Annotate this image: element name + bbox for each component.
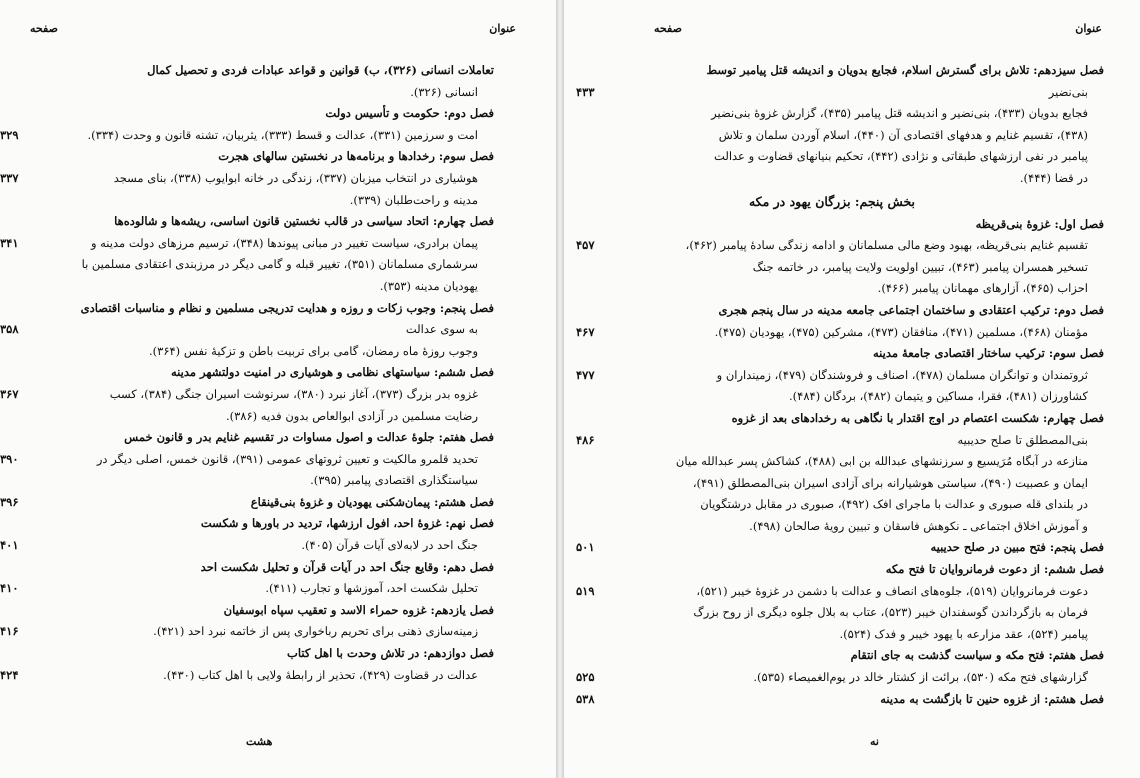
subtopics-line: دعوت فرمانروایان (۵۱۹)، جلوه‌های انصاف و عدالت با دشمن در غزوهٔ خیبر (۵۲۱)، [696, 583, 1088, 598]
subtopics-line: در قضا (۴۴۴). [1019, 170, 1088, 185]
toc-entry [576, 214, 1104, 300]
page-number: ۴۳۳ [576, 84, 595, 99]
chapter-title: فصل چهارم: شکست اعتصام در اوج اقتدار با نگاهی به رخدادهای بعد از غزوه [731, 410, 1104, 425]
toc-entry [576, 60, 1104, 190]
page-number: ۴۵۷ [576, 238, 595, 253]
left-toc-list [0, 60, 494, 686]
page-number: ۳۳۷ [0, 170, 19, 185]
chapter-title: فصل هفتم: فتح مکه و سیاست گذشت به جای انتقام [850, 648, 1104, 663]
subtopics-line: پیامبر در نفی ارزشهای طبقاتی و نژادی (۴۴۲)، تحکیم بنیانهای قضاوت و عدالت [714, 149, 1088, 164]
toc-entry [0, 557, 494, 600]
chapter-title: فصل پنجم: فتح مبین در صلح حدیبیه [930, 540, 1104, 555]
subtopics-line: تحدید قلمرو مالکیت و تعیین ثروتهای عمومی (۳۹۱)، قانون خمس، اصلی دیگر در [96, 451, 478, 466]
subtopics-line: پیمان برادری، سیاست تغییر در مبانی پیوندها (۳۴۸)، ترسیم مرزهای دولت مدینه و [90, 235, 478, 250]
subtopics-line: جنگ احد در لابه‌لای آیات قرآن (۴۰۵). [301, 538, 478, 553]
left-page [0, 0, 556, 778]
chapter-title: فصل دوم: حکومت و تأسیس دولت [325, 106, 494, 121]
left-header-page: صفحه [30, 22, 58, 35]
subtopics-line: وجوب روزهٔ ماه رمضان، گامی برای تربیت باطن و تزکیهٔ نفس (۳۶۴). [148, 343, 478, 358]
toc-entry [576, 408, 1104, 538]
subtopics-line: زمینه‌سازی ذهنی برای تحریم رباخواری پس از خاتمه نبرد احد (۴۲۱). [153, 624, 478, 639]
subtopics-line: سرشماری مسلمانان (۳۵۱)، تغییر قبله و گامی دیگر در مرزبندی اعتقادی مسلمین با [81, 257, 478, 272]
right-header-page: صفحه [654, 22, 682, 35]
page-number: ۳۹۶ [0, 494, 19, 509]
chapter-title: فصل پنجم: وجوب زکات و روزه و هدایت تدریجی مسلمین و نظام و مناسبات اقتصادی [80, 300, 494, 315]
page-number: ۴۸۶ [576, 432, 595, 447]
subtopics-line: منازعه در آبگاه مُرَیسیع و سرزنشهای عبدالله بن ابی (۴۸۸)، کشاکش پسر عبدالله میان [675, 454, 1088, 469]
subtopics-line: گزارشهای فتح مکه (۵۳۰)، برائت از کشتار خالد در یوم‌الغمیصاء (۵۳۵). [753, 670, 1088, 685]
book-gutter [556, 0, 564, 778]
toc-entry [34, 60, 494, 103]
subtopics-line: غزوه بدر بزرگ (۳۷۳)، آغاز نبرد (۳۸۰)، سرنوشت اسیران جنگی (۳۸۴)، کسب [109, 386, 478, 401]
subtopics-line: عدالت در قضاوت (۴۲۹)، تحذیر از رابطهٔ ولایی با اهل کتاب (۴۳۰). [163, 667, 478, 682]
page-number: ۳۵۸ [0, 322, 19, 337]
subtopics-line: تحلیل شکست احد، آموزشها و تجارب (۴۱۱). [265, 581, 478, 596]
subtopics-line: هوشیاری در انتخاب میزبان (۳۳۷)، زندگی در خانه ابوایوب (۳۳۸)، بنای مسجد [113, 170, 478, 185]
toc-entry [576, 689, 1104, 711]
page-number: ۳۹۰ [0, 451, 19, 466]
page-number: ۴۶۷ [576, 324, 595, 339]
toc-entry [0, 211, 494, 297]
subtopics-line: تسخیر همسران پیامبر (۴۶۳)، تبیین اولویت ولایت پیامبر، در خاتمه جنگ [752, 259, 1088, 274]
subtopics-line: کشاورزان (۴۸۱)، فقرا، مساکین و یتیمان (۴۸۲)، بردگان (۴۸۴). [789, 389, 1088, 404]
right-header-title: عنوان [1075, 22, 1102, 35]
chapter-title: تعاملات انسانی (۳۲۶)، ب) قوانین و قواعد عبادات فردی و تحصیل کمال [147, 63, 494, 77]
subtopics-line: ایمان و عصبیت (۴۹۰)، سیاستی هوشیارانه برای آزادی اسیران بنی‌المصطلق (۴۹۱)، [692, 475, 1088, 490]
page-number: ۵۰۱ [576, 540, 595, 555]
left-page-folio: هشت [246, 735, 273, 748]
subtopics-line: و آموزش اخلاق اجتماعی ـ نکوهش فاسقان و تبیین رویهٔ صالحان (۴۹۸). [749, 518, 1088, 533]
toc-entry [0, 298, 494, 363]
toc-entry [0, 643, 494, 686]
section-heading: بخش پنجم: بزرگان یهود در مکه [748, 193, 915, 209]
subtopics-line: بنی‌المصطلق تا صلح حدیبیه [957, 432, 1088, 447]
toc-entry [0, 600, 494, 643]
chapter-title: فصل ششم: از دعوت فرمانروایان تا فتح مکه [885, 562, 1104, 577]
page-number: ۳۲۹ [0, 127, 19, 142]
subtopics-line: (۴۳۸)، تقسیم غنایم و هدفهای اقتصادی آن (۴۴۰)، اسلام آوردن سلمان و تلاش [718, 127, 1088, 142]
toc-entry [0, 492, 494, 514]
right-page-folio: نه [870, 735, 879, 748]
chapter-title: فصل دهم: وقایع جنگ احد در آیات قرآن و تحلیل شکست احد [200, 559, 494, 574]
toc-entry [576, 300, 1104, 343]
page-number: ۴۱۰ [0, 581, 19, 596]
subtopics-line: فجایع بدویان (۴۳۳)، بنی‌نضیر و اندیشه قتل پیامبر (۴۳۵)، گزارش غزوهٔ بنی‌نضیر [711, 106, 1088, 121]
toc-entry [0, 513, 494, 556]
subtopics-line: امت و سرزمین (۳۳۱)، عدالت و قسط (۳۳۳)، یثربیان، تشنه قانون و وحدت (۳۳۴). [87, 127, 478, 142]
subtopics-line: در بلندای قله صبوری و عدالت با ماجرای افک (۴۹۲)، صبوری در مقابل درشتگویان [700, 497, 1088, 512]
page-number: ۴۱۶ [0, 624, 19, 639]
subtopics-line: بنی‌نضیر [1048, 84, 1088, 99]
subtopics-line: احزاب (۴۶۵)، آزارهای مهمانان پیامبر (۴۶۶). [877, 281, 1088, 296]
chapter-title: فصل دوازدهم: در تلاش وحدت با اهل کتاب [287, 646, 494, 661]
chapter-title: فصل ششم: سیاستهای نظامی و هوشیاری در امنیت دولتشهر مدینه [171, 365, 494, 380]
chapter-title: فصل دوم: ترکیب اعتقادی و ساختمان اجتماعی جامعه مدینه در سال پنجم هجری [718, 302, 1104, 317]
toc-entry [0, 362, 494, 427]
chapter-title: فصل سیزدهم: تلاش برای گسترش اسلام، فجایع بدویان و اندیشه قتل پیامبر توسط [706, 63, 1104, 77]
toc-entry [576, 645, 1104, 688]
right-toc-group-a [576, 60, 1104, 190]
chapter-title: فصل هشتم: پیمان‌شکنی یهودیان و غزوهٔ بنی‌قینقاع [250, 494, 494, 509]
left-header-title: عنوان [489, 22, 516, 35]
page-number: ۳۴۱ [0, 235, 19, 250]
page-number: ۴۷۷ [576, 367, 595, 382]
chapter-title: فصل هفتم: جلوهٔ عدالت و اصول مساوات در تقسیم غنایم بدر و قانون خمس [124, 430, 494, 445]
right-page [564, 0, 1140, 778]
toc-entry [576, 559, 1104, 645]
chapter-title: فصل چهارم: اتحاد سیاسی در قالب نخستین قانون اساسی، ریشه‌ها و شالوده‌ها [114, 214, 494, 229]
page-number: ۴۰۱ [0, 538, 19, 553]
subtopics-line: فرمان به بازگرداندن گوسفندان خیبر (۵۲۳)، عتاب به بلال جلوه دیگری از روح بزرگ [693, 605, 1088, 620]
page-number: ۵۱۹ [576, 583, 595, 598]
page-number: ۳۶۷ [0, 386, 19, 401]
page-number: ۴۲۴ [0, 667, 19, 682]
page-number: ۵۳۸ [576, 691, 595, 706]
subtopics-line: پیامبر (۵۲۴)، عقد مزارعه با یهود خیبر و فدک (۵۲۴). [839, 626, 1088, 641]
chapter-title: فصل اول: غزوهٔ بنی‌قریظه [975, 216, 1104, 231]
toc-entry [0, 103, 494, 146]
subtopics-line: رضایت مسلمین در آزادی ابوالعاص بدون فدیه (۳۸۶). [225, 408, 478, 423]
toc-entry [0, 146, 494, 211]
subtopics-line: مؤمنان (۴۶۸)، مسلمین (۴۷۱)، منافقان (۴۷۳)، مشرکین (۴۷۵)، یهودیان (۴۷۵). [714, 324, 1088, 339]
toc-entry [576, 537, 1104, 559]
chapter-title: فصل یازدهم: غزوه حمراء الاسد و تعقیب سپاه ابوسفیان [223, 602, 494, 617]
subtopics-line: یهودیان مدینه (۳۵۳). [379, 278, 478, 293]
right-toc-group-b [576, 214, 1104, 711]
toc-entry [0, 427, 494, 492]
right-toc-list [576, 60, 1104, 710]
chapter-title: فصل سوم: رخدادها و برنامه‌ها در نخستین سالهای هجرت [218, 149, 494, 164]
chapter-title: فصل سوم: ترکیب ساختار اقتصادی جامعهٔ مدینه [873, 346, 1104, 361]
subtopics-line: ثروتمندان و توانگران مسلمان (۴۷۸)، اصناف و فروشندگان (۴۷۹)، زمینداران و [716, 367, 1088, 382]
chapter-title: فصل نهم: غزوهٔ احد، افول ارزشها، تردید در باورها و شکست [200, 516, 494, 531]
toc-entry [576, 343, 1104, 408]
chapter-title: فصل هشتم: از غزوه حنین تا بازگشت به مدینه [880, 691, 1104, 706]
page-number: ۵۲۵ [576, 670, 595, 685]
subtopics-line: مدینه و راحت‌طلبان (۳۳۹). [349, 192, 478, 207]
subtopics-line: سیاستگذاری اقتصادی پیامبر (۳۹۵). [310, 473, 478, 488]
subtopics-line: به سوی عدالت [405, 322, 478, 337]
subtopics-line: انسانی (۳۲۶). [410, 84, 478, 99]
subtopics-line: تقسیم غنایم بنی‌قریظه، بهبود وضع مالی مسلمانان و ادامه زندگی سادهٔ پیامبر (۴۶۲)، [685, 238, 1088, 253]
